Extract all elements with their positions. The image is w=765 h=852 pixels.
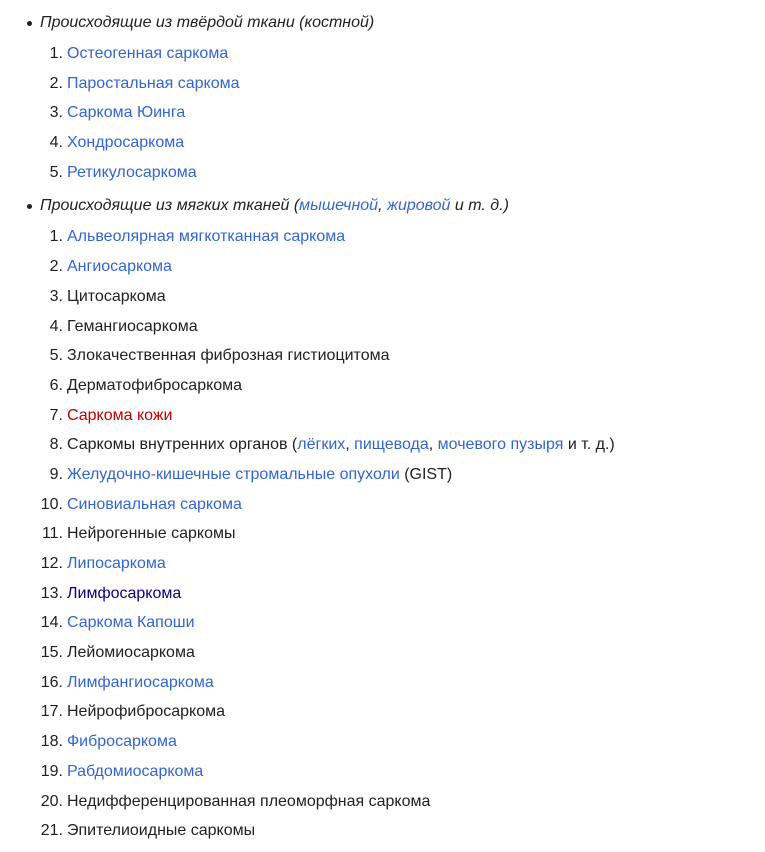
item-number: 4. (49, 317, 63, 335)
article-link[interactable]: Лимфангиосаркома (67, 673, 214, 691)
list-item (49, 460, 765, 490)
list-item (40, 638, 765, 668)
item-number: 2. (49, 258, 63, 276)
item-number: 4. (49, 134, 63, 152)
item-text: Нейрофибросаркома (67, 703, 226, 721)
article-link[interactable]: Остеогенная саркома (67, 45, 229, 62)
list-item (40, 787, 765, 817)
heading-link[interactable]: жировой (386, 197, 451, 215)
list-item (49, 128, 765, 158)
list-item (40, 490, 765, 520)
article-link[interactable]: Ангиосаркома (67, 258, 172, 276)
item-number: 11. (41, 525, 63, 543)
article-link[interactable]: мочевого пузыря (437, 436, 564, 454)
item-text: Цитосаркома (67, 287, 166, 305)
item-text: Нейрогенные саркомы (67, 525, 236, 543)
article-link[interactable]: Рабдомиосаркома (67, 762, 204, 780)
item-text: и т. д.) (563, 436, 615, 454)
item-number: 14. (40, 614, 63, 632)
list-item (40, 579, 765, 609)
item-number: 7. (49, 406, 63, 424)
item-text: Эпителиоидные саркомы (67, 822, 256, 840)
item-number: 1. (49, 45, 63, 62)
list-item (49, 39, 765, 69)
item-number: 9. (49, 465, 63, 483)
item-number: 6. (49, 376, 63, 394)
item-number: 20. (40, 792, 63, 810)
item-number: 3. (49, 287, 63, 305)
item-text: , (345, 436, 355, 454)
list-item (49, 252, 765, 282)
item-number: 21. (40, 822, 63, 840)
heading-text: и т. д.) (450, 197, 509, 215)
item-number: 16. (40, 673, 63, 691)
list-item (49, 158, 765, 188)
list-item (49, 401, 765, 431)
missing-article-link[interactable]: Саркома кожи (67, 406, 173, 424)
heading-text: , (378, 197, 387, 215)
section-2 (0, 193, 765, 845)
section-heading (40, 10, 765, 35)
article-link[interactable]: Хондросаркома (67, 134, 185, 152)
list-item (41, 519, 765, 549)
item-number: 17. (40, 703, 63, 721)
article-link[interactable]: Желудочно-кишечные стромальные опухоли (67, 465, 400, 483)
article-link[interactable]: Синовиальная саркома (67, 495, 242, 513)
item-text: Лейомиосаркома (67, 644, 195, 662)
list-item (40, 727, 765, 757)
list-item (49, 222, 765, 252)
item-number: 10. (40, 495, 63, 513)
article-link[interactable]: Лимфосаркома (67, 584, 182, 602)
item-number: 19. (40, 762, 63, 780)
item-number: 18. (40, 733, 63, 751)
list-item (40, 668, 765, 698)
article-link[interactable]: Фибросаркома (67, 733, 177, 751)
item-number: 5. (49, 347, 63, 365)
sarcoma-type-list (0, 39, 765, 187)
article-link[interactable]: Липосаркома (67, 555, 166, 572)
item-text: Дерматофибросаркома (67, 376, 243, 394)
bullet-icon (27, 21, 32, 26)
sarcoma-type-list (0, 222, 765, 845)
list-item (49, 430, 765, 460)
item-number: 8. (49, 436, 63, 454)
item-text: Злокачественная фиброзная гистиоцитома (67, 347, 390, 365)
section-1 (0, 10, 765, 187)
list-item (49, 312, 765, 342)
item-number: 1. (49, 228, 63, 246)
section-heading (40, 193, 765, 218)
article-link[interactable]: пищевода (354, 436, 429, 454)
article-link[interactable]: лёгких (297, 436, 346, 454)
list-item (40, 608, 765, 638)
article-link[interactable]: Саркома Юинга (67, 104, 186, 122)
item-number: 13. (40, 584, 63, 602)
list-item (49, 69, 765, 99)
sarcoma-classification-list (0, 10, 765, 846)
list-item (40, 549, 765, 579)
item-text: Саркомы внутренних органов ( (67, 436, 298, 454)
item-text: , (428, 436, 438, 454)
item-number: 5. (49, 163, 63, 181)
list-item (49, 371, 765, 401)
list-item (40, 697, 765, 727)
item-number: 12. (40, 555, 63, 572)
heading-text: Происходящие из мягких тканей ( (40, 197, 300, 215)
heading-text: Происходящие из твёрдой ткани (костной) (40, 14, 375, 31)
item-number: 2. (49, 74, 63, 92)
item-number: 3. (49, 104, 63, 122)
item-text: (GIST) (399, 465, 453, 483)
list-item (49, 341, 765, 371)
item-number: 15. (40, 644, 63, 662)
item-text: Гемангиосаркома (67, 317, 198, 335)
bullet-icon (27, 204, 32, 209)
heading-link[interactable]: мышечной (299, 197, 379, 215)
item-text: Недифференцированная плеоморфная саркома (67, 792, 431, 810)
list-item (40, 816, 765, 846)
article-link[interactable]: Паростальная саркома (67, 74, 240, 92)
article-link[interactable]: Саркома Капоши (67, 614, 195, 632)
list-item (49, 282, 765, 312)
article-link[interactable]: Альвеолярная мягкотканная саркома (67, 228, 346, 246)
list-item (40, 757, 765, 787)
list-item (49, 98, 765, 128)
article-link[interactable]: Ретикулосаркома (67, 163, 197, 181)
